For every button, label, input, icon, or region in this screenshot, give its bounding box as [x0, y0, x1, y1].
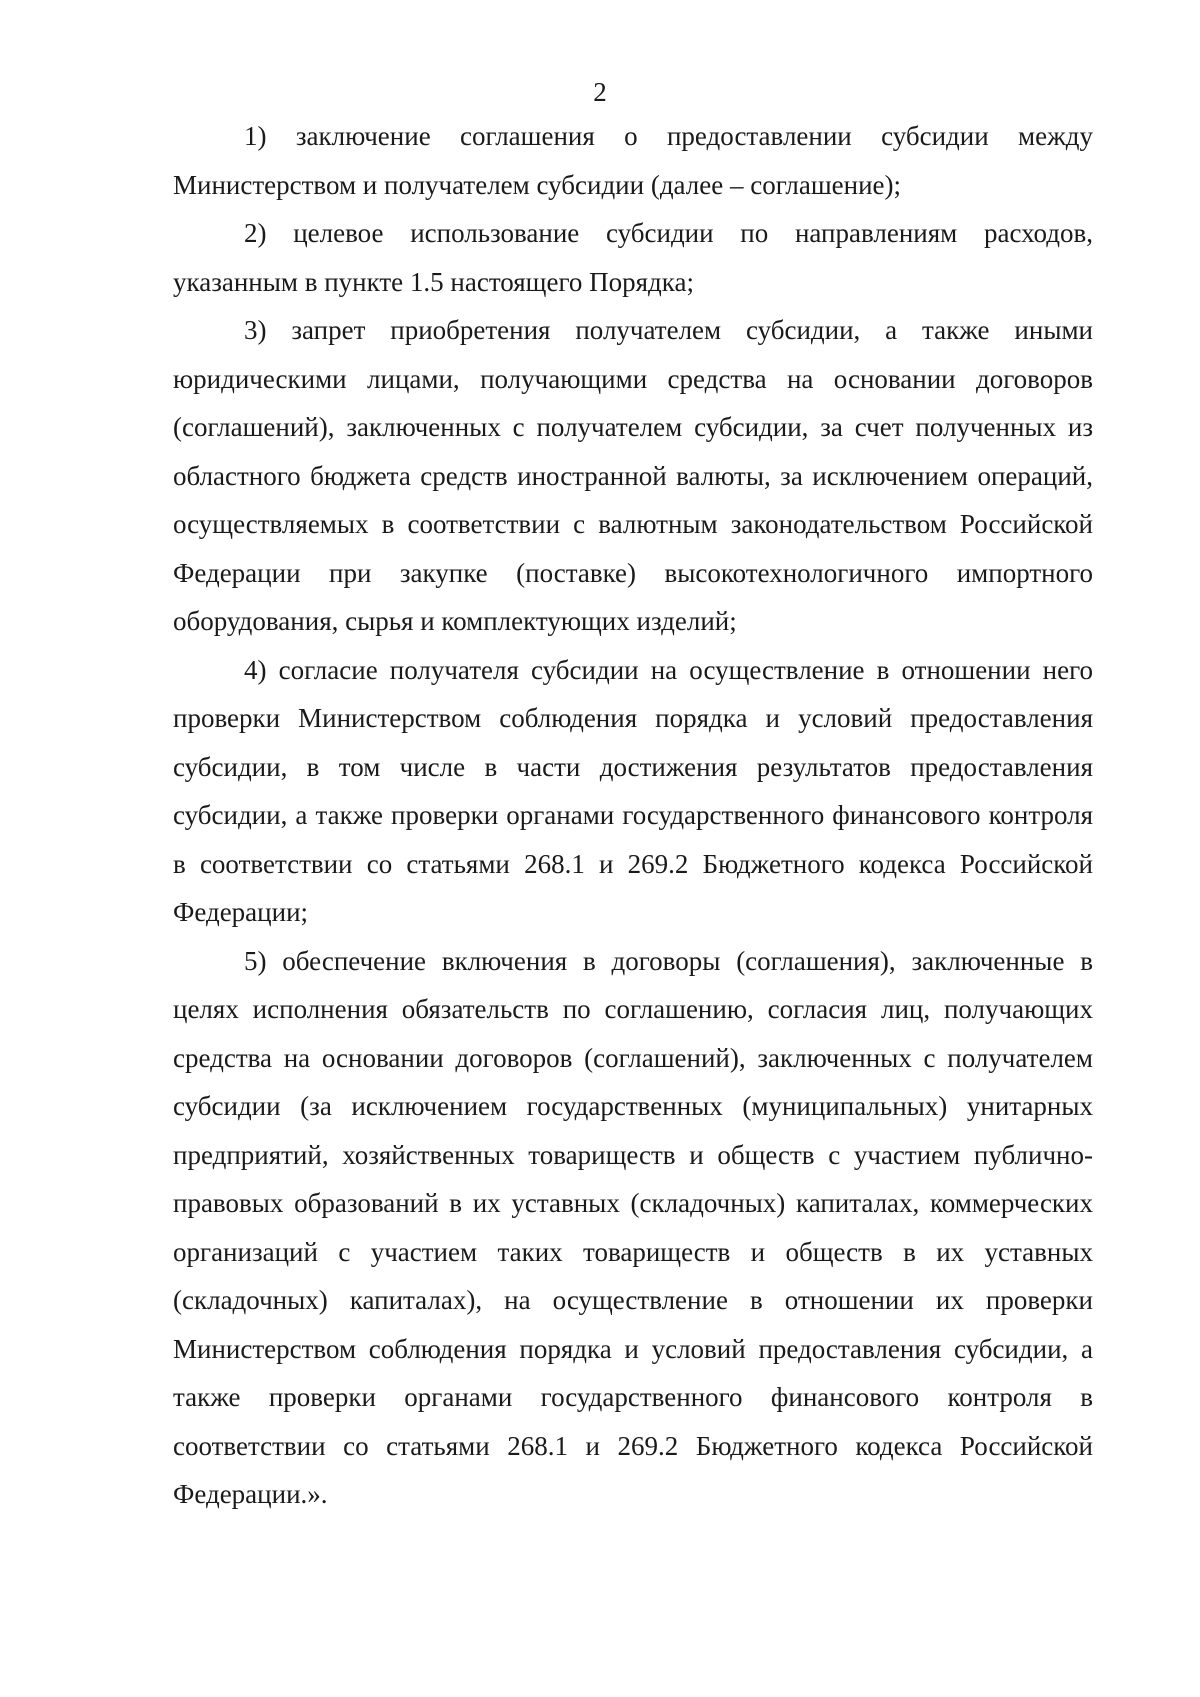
- paragraph-item-2: 2) целевое использование субсидии по направлениям расходов, указанным в пункте 1.5 настоящего Порядка;: [173, 218, 1093, 297]
- paragraph-item-4: 4) согласие получателя субсидии на осуществление в отношении него проверки Министерством соблюдения порядка и условий предоставления субсидии, в том числе в части достижения результатов предоставления субсидии, а также проверки органами государственного финансового контроля в соответствии со статьями 268.1 и 269.2 Бюджетного кодекса Российской Федерации;: [173, 654, 1093, 927]
- document-body: [173, 112, 1093, 1519]
- page-number: 2: [593, 77, 607, 107]
- paragraph-item-3: 3) запрет приобретения получателем субсидии, а также иными юридическими лицами, получающими средства на основании договоров (соглашений), заключенных с получателем субсидии, за счет полученных из областного бюджета средств иностранной валюты, за исключением операций, осуществляемых в соответствии с валютным законодательством Российской Федерации при закупке (поставке) высокотехнологичного импортного оборудования, сырья и комплектующих изделий;: [173, 315, 1093, 636]
- paragraph-item-5: 5) обеспечение включения в договоры (соглашения), заключенные в целях исполнения обязательств по соглашению, согласия лиц, получающих средства на основании договоров (соглашений), заключенных с получателем субсидии (за исключением государственных (муниципальных) унитарных предприятий, хозяйственных товариществ и обществ с участием публично-правовых образований в их уставных (складочных) капиталах, коммерческих организаций с участием таких товариществ и обществ в их уставных (складочных) капиталах), на осуществление в отношении их проверки Министерством соблюдения порядка и условий предоставления субсидии, а также проверки органами государственного финансового контроля в соответствии со статьями 268.1 и 269.2 Бюджетного кодекса Российской Федерации.».: [173, 945, 1093, 1509]
- paragraph-item-1: 1) заключение соглашения о предоставлении субсидии между Министерством и получателем субсидии (далее – соглашение);: [173, 121, 1093, 200]
